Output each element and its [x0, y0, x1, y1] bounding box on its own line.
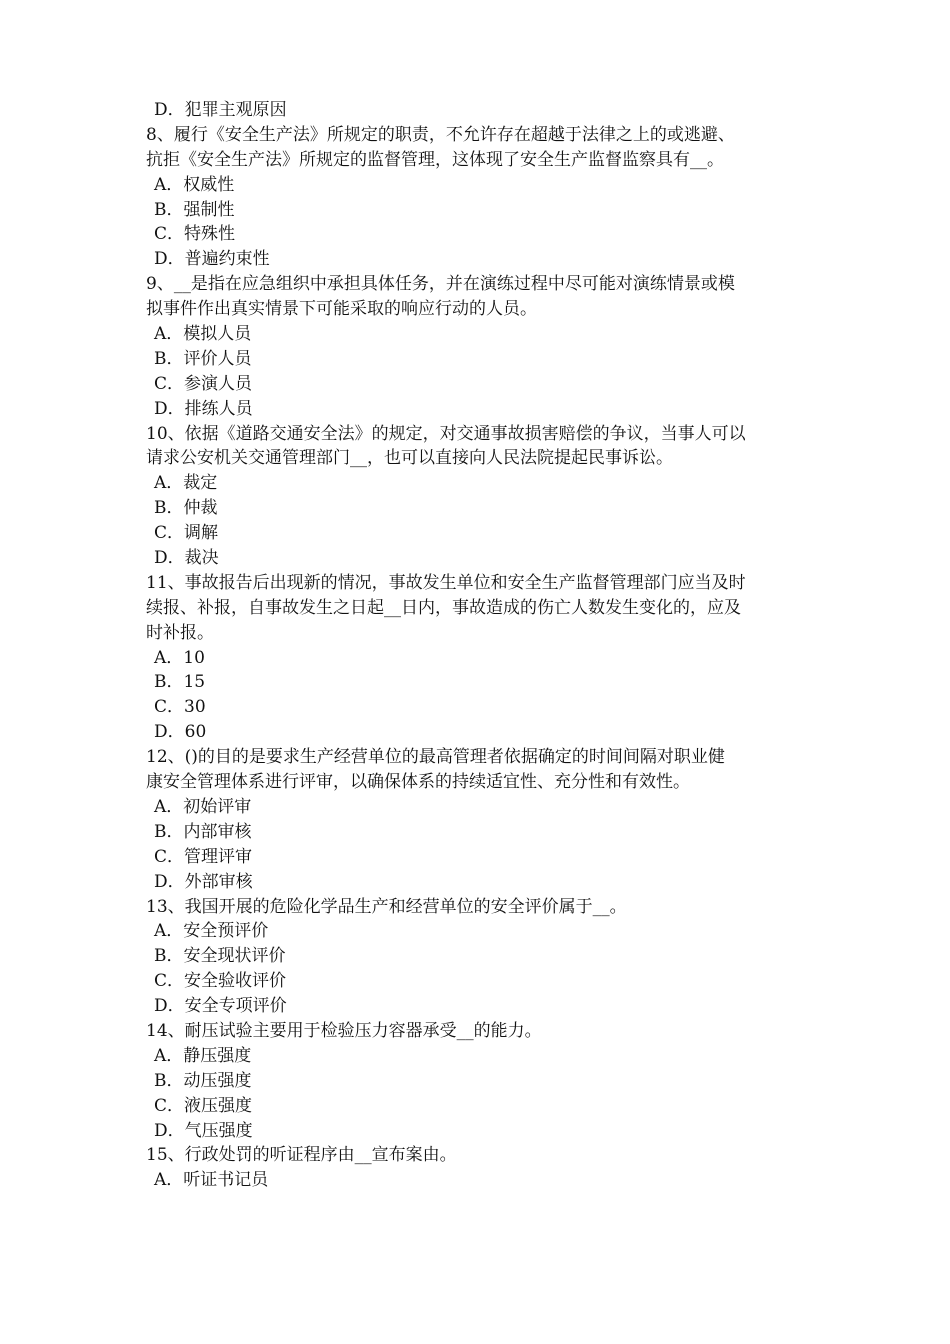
answer-option: A．安全预评价	[154, 921, 269, 942]
question-text-line: 续报、补报，自事故发生之日起__日内，事故造成的伤亡人数发生变化的，应及	[146, 597, 741, 618]
answer-option: B．内部审核	[154, 821, 252, 842]
question-text-line: 9、__是指在应急组织中承担具体任务，并在演练过程中尽可能对演练情景或模	[146, 274, 735, 295]
answer-option: B．动压强度	[154, 1070, 252, 1091]
answer-option: D．裁决	[154, 548, 219, 569]
question-text-line: 拟事件作出真实情景下可能采取的响应行动的人员。	[146, 299, 537, 320]
answer-option: A．静压强度	[154, 1045, 252, 1066]
question-text-line: 10、依据《道路交通安全法》的规定，对交通事故损害赔偿的争议，当事人可以	[146, 423, 746, 444]
question-text-line: 15、行政处罚的听证程序由__宣布案由。	[146, 1145, 457, 1166]
answer-option: B．仲裁	[154, 498, 218, 519]
answer-option: C．液压强度	[154, 1095, 253, 1116]
answer-option: A．10	[154, 647, 205, 668]
answer-option: C．30	[154, 697, 206, 718]
answer-option: A．权威性	[154, 174, 235, 195]
answer-option: C．管理评审	[154, 846, 253, 867]
answer-option: D．犯罪主观原因	[154, 100, 287, 120]
answer-option: D．安全专项评价	[154, 996, 287, 1017]
answer-option: B．强制性	[154, 199, 235, 220]
question-text-line: 康安全管理体系进行评审，以确保体系的持续适宜性、充分性和有效性。	[146, 772, 690, 793]
answer-option: C．安全验收评价	[154, 971, 287, 992]
document-body	[146, 98, 826, 1193]
question-text-line: 8、履行《安全生产法》所规定的职责，不允许存在超越于法律之上的或逃避、	[146, 124, 735, 145]
question-text-line: 时补报。	[146, 622, 214, 643]
answer-option: A．模拟人员	[154, 324, 252, 345]
question-text-line: 请求公安机关交通管理部门__，也可以直接向人民法院提起民事诉讼。	[146, 448, 673, 469]
answer-option: B．15	[154, 672, 206, 693]
answer-option: C．调解	[154, 523, 219, 544]
question-text-line: 11、事故报告后出现新的情况，事故发生单位和安全生产监督管理部门应当及时	[146, 572, 746, 593]
answer-option: A．裁定	[154, 473, 218, 494]
answer-option: D．外部审核	[154, 871, 253, 892]
question-text-line: 抗拒《安全生产法》所规定的监督管理，这体现了安全生产监督监察具有__。	[146, 149, 724, 170]
answer-option: D．60	[154, 722, 207, 743]
answer-option: A．初始评审	[154, 796, 252, 817]
answer-option: C．参演人员	[154, 373, 253, 394]
question-text-line: 13、我国开展的危险化学品生产和经营单位的安全评价属于__。	[146, 896, 627, 917]
question-text-line: 12、()的目的是要求生产经营单位的最高管理者依据确定的时间间隔对职业健	[146, 747, 725, 768]
answer-option: D．气压强度	[154, 1120, 253, 1141]
answer-option: B．安全现状评价	[154, 946, 286, 967]
answer-option: B．评价人员	[154, 348, 252, 369]
answer-option: A．听证书记员	[154, 1170, 269, 1191]
answer-option: C．特殊性	[154, 224, 236, 245]
question-text-line: 14、耐压试验主要用于检验压力容器承受__的能力。	[146, 1020, 542, 1041]
answer-option: D．排练人员	[154, 398, 253, 419]
answer-option: D．普遍约束性	[154, 249, 270, 270]
